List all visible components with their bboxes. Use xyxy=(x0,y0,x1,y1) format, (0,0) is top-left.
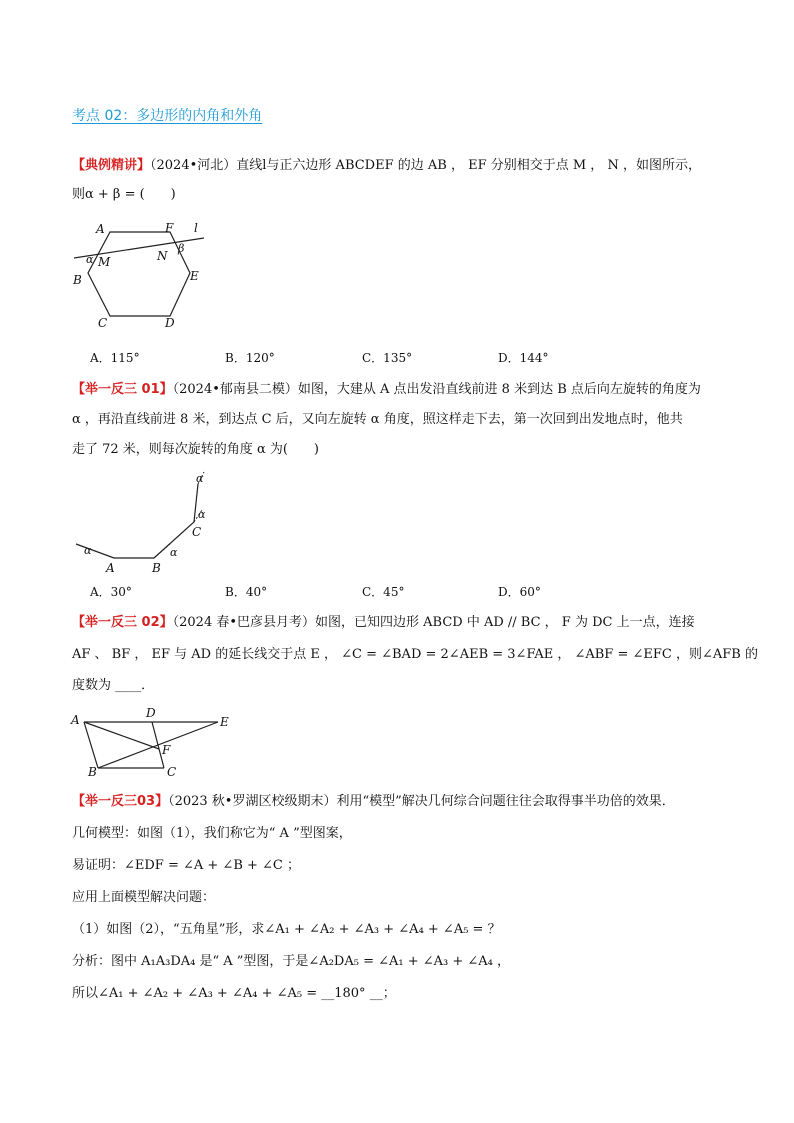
q2-option-d[interactable]: D．60° xyxy=(498,585,541,599)
point-n: N xyxy=(157,249,168,263)
angle-alpha: α xyxy=(86,253,94,266)
q2-option-c[interactable]: C．45° xyxy=(362,585,405,599)
q1-tag: 【典例精讲】 xyxy=(72,158,151,173)
path-label-b: B xyxy=(152,561,161,575)
q2-line3: 走了 72 米，则每次旋转的角度 α 为( ) xyxy=(72,442,319,457)
path-label-c: C xyxy=(192,525,202,539)
hexagon-shape xyxy=(88,232,190,316)
quad-label-a: A xyxy=(71,713,80,727)
q3-line3: 度数为 ____． xyxy=(72,678,155,693)
q2-text1: （2024•郁南县二模）如图，大建从 A 点出发沿直线前进 8 米到达 B 点后向左旋转的角度为 xyxy=(172,382,701,397)
point-m: M xyxy=(98,255,111,269)
hex-label-c: C xyxy=(98,316,108,330)
path-alpha-c: α xyxy=(198,508,206,521)
segment-ab xyxy=(84,722,98,768)
q4-line2: 几何模型：如图（1），我们称它为“ A ”型图案， xyxy=(72,826,352,841)
q2-option-b[interactable]: B．40° xyxy=(225,585,268,599)
quadrilateral-figure xyxy=(68,704,238,780)
walking-path xyxy=(76,484,198,558)
hex-label-b: B xyxy=(73,273,82,287)
q3-line1 xyxy=(72,612,695,634)
quad-label-b: B xyxy=(88,765,97,779)
walking-path-figure xyxy=(70,466,220,578)
hex-label-a: A xyxy=(96,222,105,236)
q1-option-d[interactable]: D．144° xyxy=(498,351,549,365)
q4-line6: 分析：图中 A₁A₃DA₄ 是“ A ”型图，于是∠A₂DA₅ = ∠A₁ + ∠A₃ + ∠A₄ ， xyxy=(72,954,511,969)
q4-text1: （2023 秋•罗湖区校级期末）利用“模型”解决几何综合问题往往会取得事半功倍的效果． xyxy=(168,794,675,809)
path-label-a: A xyxy=(106,561,115,575)
hexagon-figure xyxy=(70,218,210,340)
q3-tag: 【举一反三 02】 xyxy=(72,615,173,630)
q2-option-a[interactable]: A．30° xyxy=(90,585,132,599)
q4-tag: 【举一反三03】 xyxy=(72,794,169,809)
path-alpha-b: α xyxy=(170,546,178,559)
quad-label-c: C xyxy=(167,765,177,779)
q1-option-b[interactable]: B．120° xyxy=(225,351,275,365)
q4-line7: 所以∠A₁ + ∠A₂ + ∠A₃ + ∠A₄ + ∠A₅ = __180° __； xyxy=(72,986,396,1001)
q2-line1 xyxy=(72,379,701,401)
angle-beta: β xyxy=(178,242,185,255)
q3-line2: AF 、 BF ， EF 与 AD 的延长线交于点 E ， ∠C = ∠BAD = 2∠AEB = 3∠FAE ， ∠ABF = ∠EFC ，则∠AFB 的 xyxy=(72,647,758,662)
hex-label-d: D xyxy=(165,316,175,330)
segment-af xyxy=(84,722,159,749)
q2-tag: 【举一反三 01】 xyxy=(72,382,173,397)
quad-label-d: D xyxy=(146,706,156,720)
q1-line2: 则α + β = ( ) xyxy=(72,187,176,202)
line-l xyxy=(74,238,204,258)
segment-be xyxy=(98,722,218,768)
q1-option-c[interactable]: C．135° xyxy=(362,351,413,365)
line-label-l: l xyxy=(194,221,198,235)
section-heading: 考点 02：多边形的内角和外角 xyxy=(72,108,263,124)
path-alpha-top: α xyxy=(196,472,204,485)
q2-line2: α ，再沿直线前进 8 米，到达点 C 后，又向左旋转 α 角度，照这样走下去，第一次回到出发地点时，他共 xyxy=(72,412,683,427)
q1-text1: （2024•河北）直线l与正六边形 ABCDEF 的边 AB ， EF 分别相交于点 M ， N ，如图所示， xyxy=(150,158,701,173)
q4-line5: （1）如图（2），“五角星”形，求∠A₁ + ∠A₂ + ∠A₃ + ∠A₄ + ∠A₅ = ？ xyxy=(72,922,501,937)
q1-option-a[interactable]: A．115° xyxy=(90,351,140,365)
hex-label-e: E xyxy=(190,269,199,283)
quad-label-f: F xyxy=(162,743,171,757)
q4-line3: 易证明：∠EDF = ∠A + ∠B + ∠C ； xyxy=(72,858,300,873)
hex-label-f: F xyxy=(165,221,174,235)
q4-line4: 应用上面模型解决问题： xyxy=(72,890,216,905)
q3-text1: （2024 春•巴彦县月考）如图，已知四边形 ABCD 中 AD // BC ， F 为 DC 上一点，连接 xyxy=(172,615,695,630)
q1-line1 xyxy=(72,155,701,177)
q4-line1 xyxy=(72,791,675,813)
quad-label-e: E xyxy=(220,715,229,729)
path-alpha-a: α xyxy=(84,544,92,557)
